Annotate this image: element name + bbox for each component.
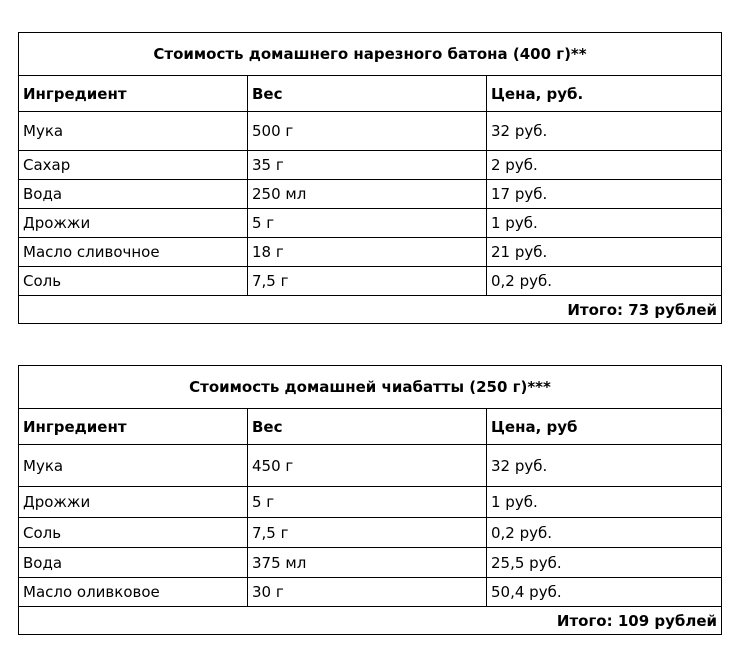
table-title: Стоимость домашнего нарезного батона (400 г)** [19,33,722,76]
price-cell: 21 руб. [487,238,722,267]
weight-cell: 500 г [248,112,487,151]
loaf-cost-table [18,32,722,324]
ingredient-cell: Вода [19,548,248,578]
ingredient-cell: Масло сливочное [19,238,248,267]
table-title: Стоимость домашней чиабатты (250 г)*** [19,366,722,409]
header-weight: Вес [248,409,487,445]
weight-cell: 35 г [248,151,487,180]
table-row [19,445,722,487]
weight-cell: 7,5 г [248,518,487,548]
weight-cell: 18 г [248,238,487,267]
table-row [19,518,722,548]
table-total-row [19,607,722,635]
table-header-row [19,409,722,445]
table-title-row [19,366,722,409]
ingredient-cell: Сахар [19,151,248,180]
ingredient-cell: Соль [19,267,248,296]
price-cell: 1 руб. [487,209,722,238]
weight-cell: 450 г [248,445,487,487]
weight-cell: 5 г [248,209,487,238]
table-row [19,548,722,578]
price-cell: 1 руб. [487,487,722,518]
weight-cell: 5 г [248,487,487,518]
price-cell: 17 руб. [487,180,722,209]
table-title-row [19,33,722,76]
weight-cell: 7,5 г [248,267,487,296]
weight-cell: 250 мл [248,180,487,209]
price-cell: 0,2 руб. [487,267,722,296]
header-ingredient: Ингредиент [19,409,248,445]
table-row [19,209,722,238]
table-row [19,112,722,151]
ingredient-cell: Соль [19,518,248,548]
table-row [19,180,722,209]
ingredient-cell: Дрожжи [19,487,248,518]
ciabatta-cost-table [18,365,722,635]
price-cell: 25,5 руб. [487,548,722,578]
table-total-row [19,296,722,324]
table-row [19,151,722,180]
ingredient-cell: Дрожжи [19,209,248,238]
price-cell: 32 руб. [487,112,722,151]
price-cell: 50,4 руб. [487,578,722,607]
table-row [19,267,722,296]
ingredient-cell: Мука [19,445,248,487]
price-cell: 32 руб. [487,445,722,487]
price-cell: 2 руб. [487,151,722,180]
header-price: Цена, руб [487,409,722,445]
header-ingredient: Ингредиент [19,76,248,112]
weight-cell: 30 г [248,578,487,607]
total-cell: Итого: 109 рублей [19,607,722,635]
weight-cell: 375 мл [248,548,487,578]
ingredient-cell: Масло оливковое [19,578,248,607]
ingredient-cell: Мука [19,112,248,151]
table-row [19,238,722,267]
price-cell: 0,2 руб. [487,518,722,548]
ingredient-cell: Вода [19,180,248,209]
header-weight: Вес [248,76,487,112]
table-header-row [19,76,722,112]
header-price: Цена, руб. [487,76,722,112]
table-row [19,487,722,518]
table-row [19,578,722,607]
total-cell: Итого: 73 рублей [19,296,722,324]
